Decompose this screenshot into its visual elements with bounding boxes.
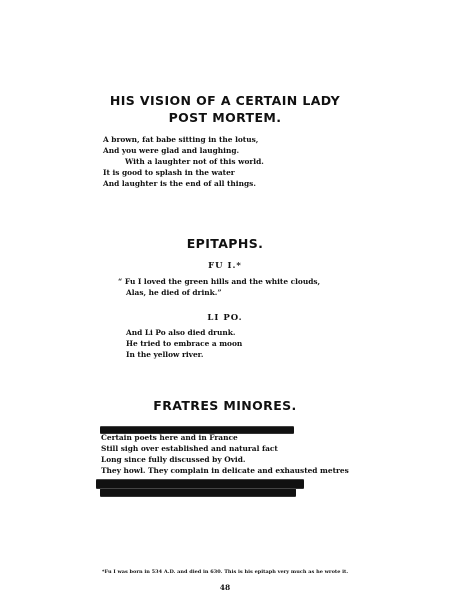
poem-line: They howl. They complain in delicate and exhausted metres	[101, 466, 349, 475]
redaction-bar	[100, 489, 296, 496]
epitaph-line: Alas, he died of drink.”	[126, 288, 222, 297]
epitaph-li-po-stanza	[126, 327, 242, 360]
poem-stanza	[103, 134, 264, 189]
poem-line: Long since fully discussed by Ovid.	[101, 455, 246, 464]
poem-title-line-2: POST MORTEM.	[168, 110, 282, 125]
epitaph-fu-i-stanza	[118, 276, 320, 298]
poem-line: With a laughter not of this world.	[125, 157, 264, 166]
epitaph-line: In the yellow river.	[126, 350, 204, 359]
redaction-bar	[96, 480, 304, 488]
epitaphs-title: EPITAPHS.	[186, 236, 264, 251]
poem-line: Still sigh over established and natural fact	[101, 444, 278, 453]
poem-title-line-1: HIS VISION OF A CERTAIN LADY	[109, 93, 341, 108]
fratres-minores-title: FRATRES MINORES.	[153, 398, 297, 413]
epitaph-subtitle-li-po: LI PO.	[207, 313, 243, 323]
poem-line: It is good to splash in the water	[103, 168, 235, 177]
fratres-stanza	[101, 432, 349, 476]
poem-line: A brown, fat babe sitting in the lotus,	[103, 135, 259, 144]
epitaph-subtitle-fu-i: FU I.*	[208, 261, 242, 271]
epitaph-line: And Li Po also died drunk.	[126, 328, 236, 337]
page-number: 48	[219, 583, 231, 592]
epitaph-line: “ Fu I loved the green hills and the white clouds,	[118, 277, 321, 286]
footnote: *Fu I was born in 534 A.D. and died in 630. This is his epitaph very much as he wrote it.	[101, 569, 349, 575]
epitaph-line: He tried to embrace a moon	[126, 339, 243, 348]
poem-line: Certain poets here and in France	[101, 433, 238, 442]
poem-line: And laughter is the end of all things.	[103, 179, 256, 188]
poem-line: And you were glad and laughing.	[103, 146, 240, 155]
